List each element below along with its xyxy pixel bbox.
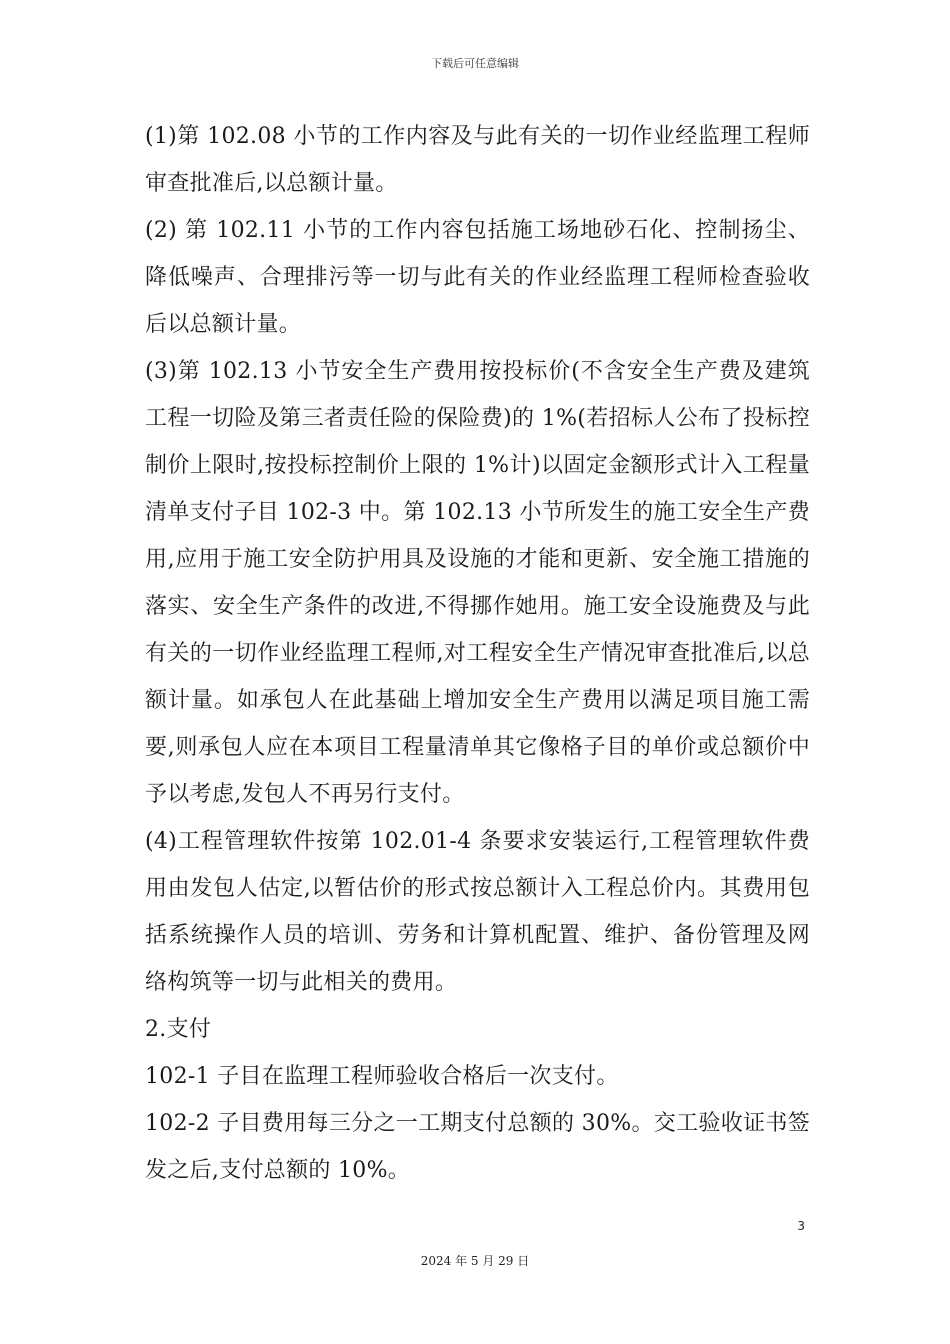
page-header: 下载后可任意编辑 (431, 57, 519, 70)
paragraph-item-1: (1)第 102.08 小节的工作内容及与此有关的一切作业经监理工程师审查批准后,以总额计量。 (145, 124, 810, 196)
footer-date: 2024 年 5 月 29 日 (420, 1254, 530, 1268)
paragraph-payment-102-1: 102-1 子目在监理工程师验收合格后一次支付。 (145, 1064, 619, 1089)
paragraph-item-2: (2) 第 102.11 小节的工作内容包括施工场地砂石化、控制扬尘、降低噪声、合理排污等一切与此有关的作业经监理工程师检查验收后以总额计量。 (145, 218, 810, 337)
document-body (145, 113, 810, 1194)
paragraph-payment-102-2: 102-2 子目费用每三分之一工期支付总额的 30%。交工验收证书签发之后,支付总额的 10%。 (145, 1111, 810, 1183)
paragraph-item-3: (3)第 102.13 小节安全生产费用按投标价(不含安全生产费及建筑工程一切险及第三者责任险的保险费)的 1%(若招标人公布了投标控制价上限时,按投标控制价上限的 1%计)以固定金额形式计入工程量清单支付子目 102-3 中。第 102.13 小节所发生的施工安全生产费用,应用于施工安全防护用具及设施的才能和更新、安全施工措施的落实、安全生产条件的改进,不得挪作她用。施工安全设施费及与此有关的一切作业经监理工程师,对工程安全生产情况审查批准后,以总额计量。如承包人在此基础上增加安全生产费用以满足项目施工需要,则承包人应在本项目工程量清单其它像格子目的单价或总额价中予以考虑,发包人不再另行支付。 (145, 359, 810, 807)
section-heading-payment: 2.支付 (145, 1017, 212, 1042)
paragraph-item-4: (4)工程管理软件按第 102.01-4 条要求安装运行,工程管理软件费用由发包人估定,以暂估价的形式按总额计入工程总价内。其费用包括系统操作人员的培训、劳务和计算机配置、维护、备份管理及网络构筑等一切与此相关的费用。 (145, 829, 810, 995)
page-number: 3 (797, 1219, 805, 1233)
